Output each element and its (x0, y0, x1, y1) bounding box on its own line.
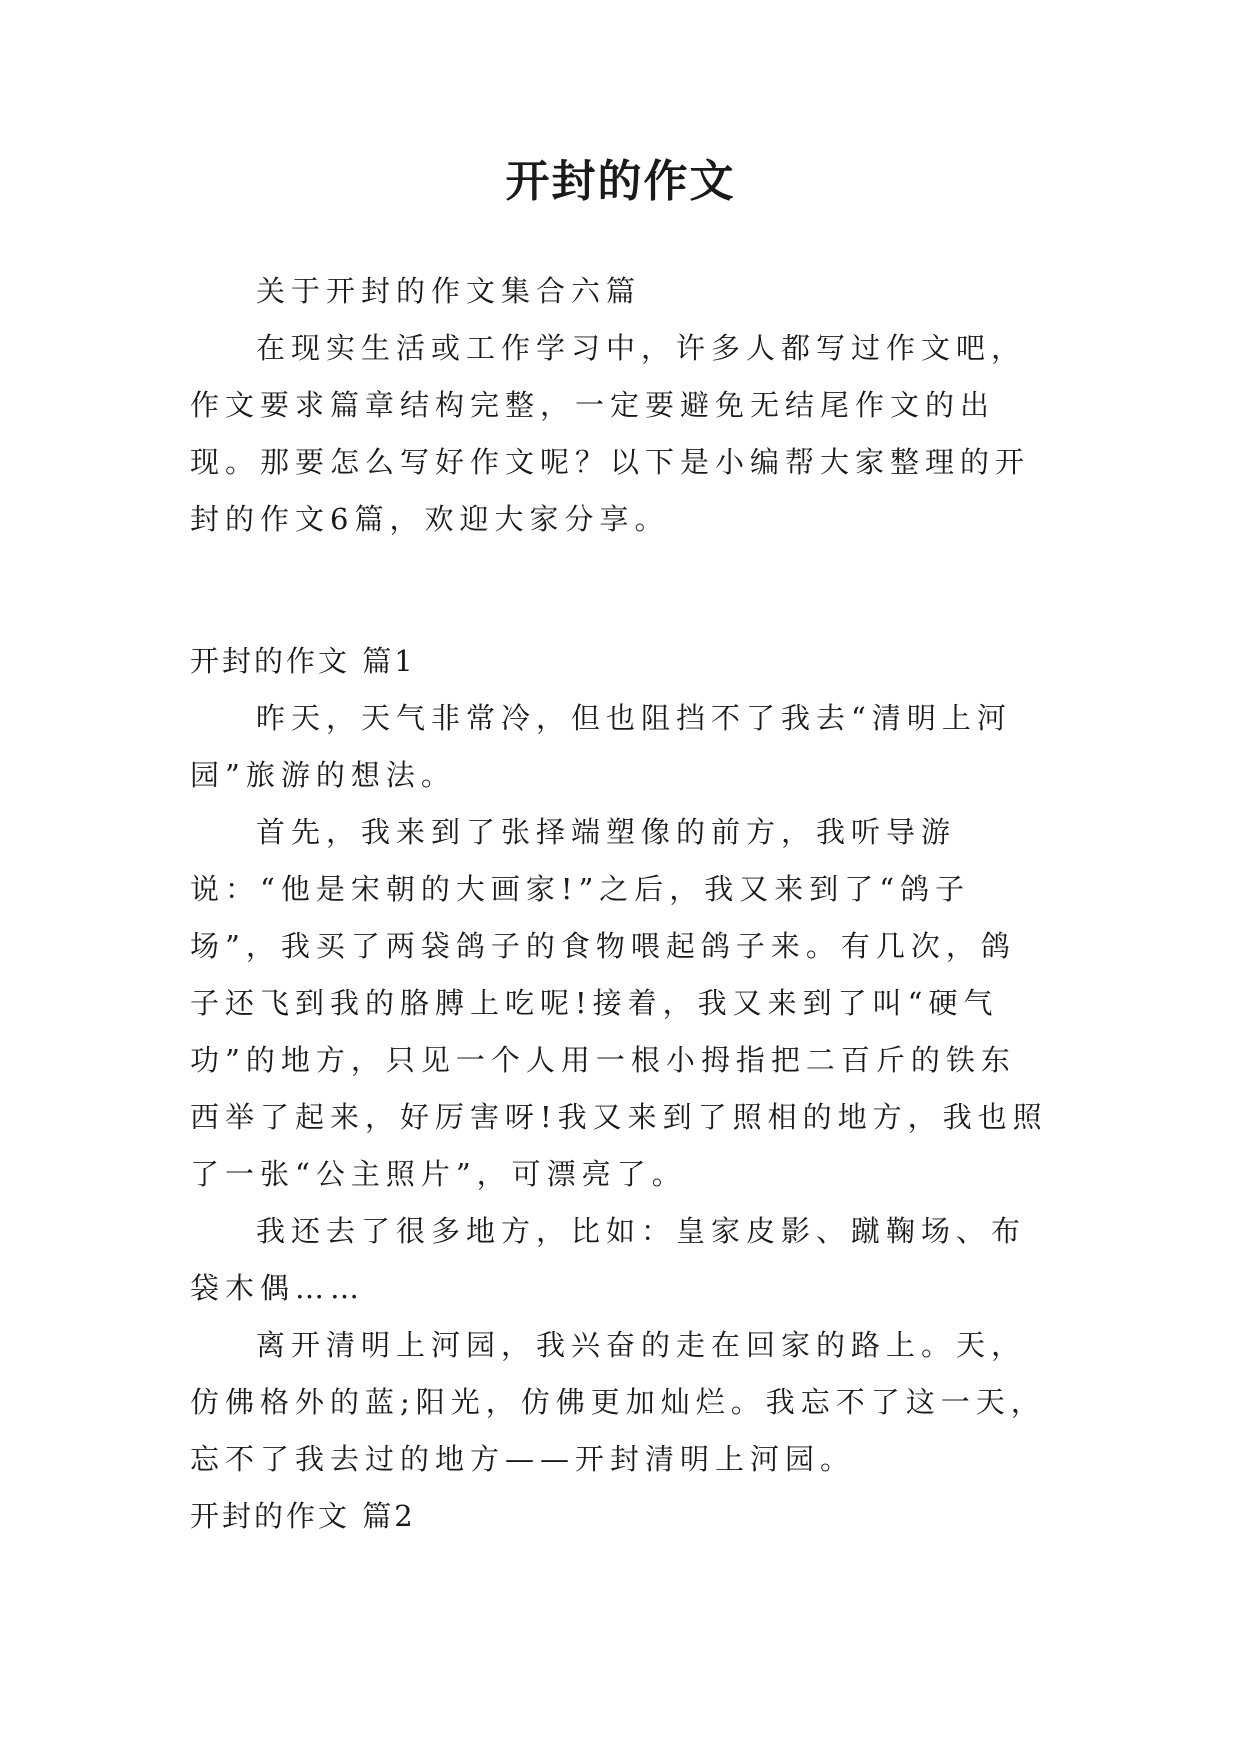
section-1-paragraph-1: 昨天，天气非常冷，但也阻挡不了我去“清明上河园”旅游的想法。 (190, 701, 1012, 792)
document-title: 开封的作文 (505, 156, 736, 207)
intro-block (190, 263, 1050, 548)
section-2-heading: 开封的作文 篇2 (190, 1499, 416, 1533)
intro-paragraph: 在现实生活或工作学习中，许多人都写过作文吧，作文要求篇章结构完整，一定要避免无结尾作文的出现。那要怎么写好作文呢？以下是小编帮大家整理的开封的作文6篇，欢迎大家分享。 (190, 331, 1031, 536)
section-1-paragraph-4: 离开清明上河园，我兴奋的走在回家的路上。天，仿佛格外的蓝;阳光，仿佛更加灿烂。我忘不了这一天，忘不了我去过的地方——开封清明上河园。 (190, 1328, 1046, 1476)
section-1 (190, 633, 1050, 1488)
section-1-paragraph-2: 首先，我来到了张择端塑像的前方，我听导游说：“他是宋朝的大画家!”之后，我又来到了“鸽子场”，我买了两袋鸽子的食物喂起鸽子来。有几次，鸽子还飞到我的胳膊上吃呢!接着，我又来到了叫“硬气功”的地方，只见一个人用一根小拇指把二百斤的铁东西举了起来，好厉害呀!我又来到了照相的地方，我也照了一张“公主照片”，可漂亮了。 (190, 815, 1048, 1191)
section-1-paragraph-3: 我还去了很多地方，比如：皇家皮影、蹴鞠场、布袋木偶…… (190, 1214, 1027, 1305)
section-2 (190, 1488, 1050, 1545)
intro-subtitle: 关于开封的作文集合六篇 (256, 274, 642, 308)
section-1-heading: 开封的作文 篇1 (190, 644, 416, 678)
